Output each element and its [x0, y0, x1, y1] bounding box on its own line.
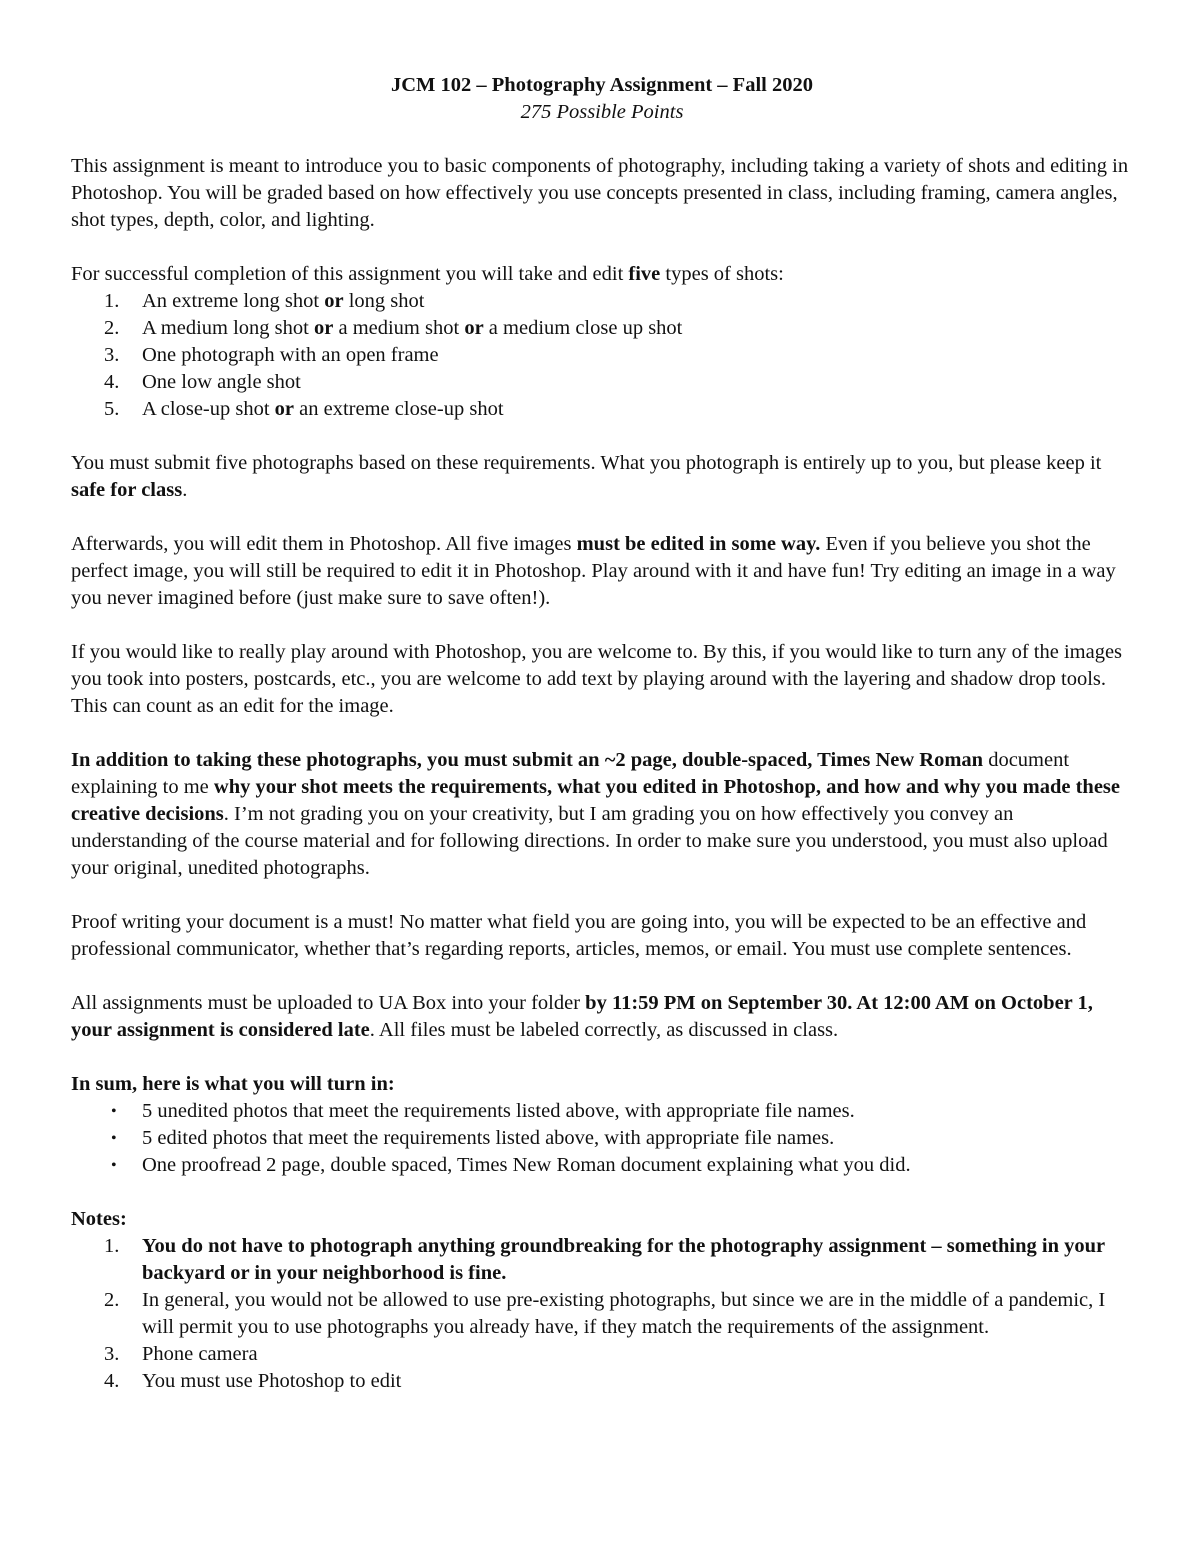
- note-item: 2. In general, you would not be allowed to use pre-existing photographs, but since we are in the middle of a pandemic, I will permit you to use photographs you already have, if they match the requirements of the assignment.: [104, 1289, 1106, 1338]
- note-item: 3. Phone camera: [104, 1343, 258, 1365]
- document-paragraph: In addition to taking these photographs, you must submit an ~2 page, double-spaced, Times New Roman document explaining to me why your shot meets the requirements, what you edited in Photoshop, and how and why you made these creative decisions. I’m not grading you on your creativity, but I am grading you on how effectively you convey an understanding of the course material and for following directions. In order to make sure you understood, you must also upload your original, unedited photographs.: [71, 749, 1120, 879]
- page-title: JCM 102 – Photography Assignment – Fall 2020: [391, 74, 813, 96]
- shot-item: 5. A close-up shot or an extreme close-up shot: [104, 398, 504, 420]
- shot-list: [71, 288, 1133, 423]
- notes-list: [71, 1233, 1133, 1395]
- note-item: 1. You do not have to photograph anything groundbreaking for the photography assignment – something in your backyard or in your neighborhood is fine.: [104, 1235, 1105, 1284]
- proof-paragraph: Proof writing your document is a must! No matter what field you are going into, you will be expected to be an effective and professional communicator, whether that’s regarding reports, articles, memos, or email. You must use complete sentences.: [71, 911, 1087, 960]
- notes-heading: Notes:: [71, 1208, 127, 1230]
- document-content: [71, 72, 1133, 1395]
- sum-heading: In sum, here is what you will turn in:: [71, 1073, 395, 1095]
- shot-item: 2. A medium long shot or a medium shot or a medium close up shot: [104, 317, 683, 339]
- intro-paragraph: This assignment is meant to introduce you to basic components of photography, including taking a variety of shots and editing in Photoshop. You will be graded based on how effectively you use concepts presented in class, including framing, camera angles, shot types, depth, color, and lighting.: [71, 155, 1129, 231]
- shots-lead: For successful completion of this assignment you will take and edit five types of shots:: [71, 263, 784, 285]
- list-item: • 5 edited photos that meet the requirements listed above, with appropriate file names.: [111, 1127, 835, 1149]
- deadline-paragraph: All assignments must be uploaded to UA Box into your folder by 11:59 PM on September 30. At 12:00 AM on October 1, your assignment is considered late. All files must be labeled correctly, as discussed in class.: [71, 992, 1093, 1041]
- list-item: • 5 unedited photos that meet the requirements listed above, with appropriate file names.: [111, 1100, 855, 1122]
- shot-item: 1. An extreme long shot or long shot: [104, 290, 425, 312]
- possible-points: 275 Possible Points: [520, 101, 684, 123]
- play-paragraph: If you would like to really play around with Photoshop, you are welcome to. By this, if you would like to turn any of the images you took into posters, postcards, etc., you are welcome to add text by playing around with the layering and shadow drop tools. This can count as an edit for the image.: [71, 641, 1123, 717]
- shot-item: 3. One photograph with an open frame: [104, 344, 439, 366]
- turn-in-list: [71, 1098, 1133, 1179]
- note-item: 4. You must use Photoshop to edit: [104, 1370, 402, 1392]
- list-item: • One proofread 2 page, double spaced, Times New Roman document explaining what you did.: [111, 1154, 911, 1176]
- submit-paragraph: You must submit five photographs based on these requirements. What you photograph is entirely up to you, but please keep it safe for class.: [71, 452, 1102, 501]
- shot-item: 4. One low angle shot: [104, 371, 301, 393]
- edit-paragraph: Afterwards, you will edit them in Photoshop. All five images must be edited in some way. Even if you believe you shot the perfect image, you will still be required to edit it in Photoshop. Play around with it and have fun! Try editing an image in a way you never imagined before (just make sure to save often!).: [71, 533, 1116, 609]
